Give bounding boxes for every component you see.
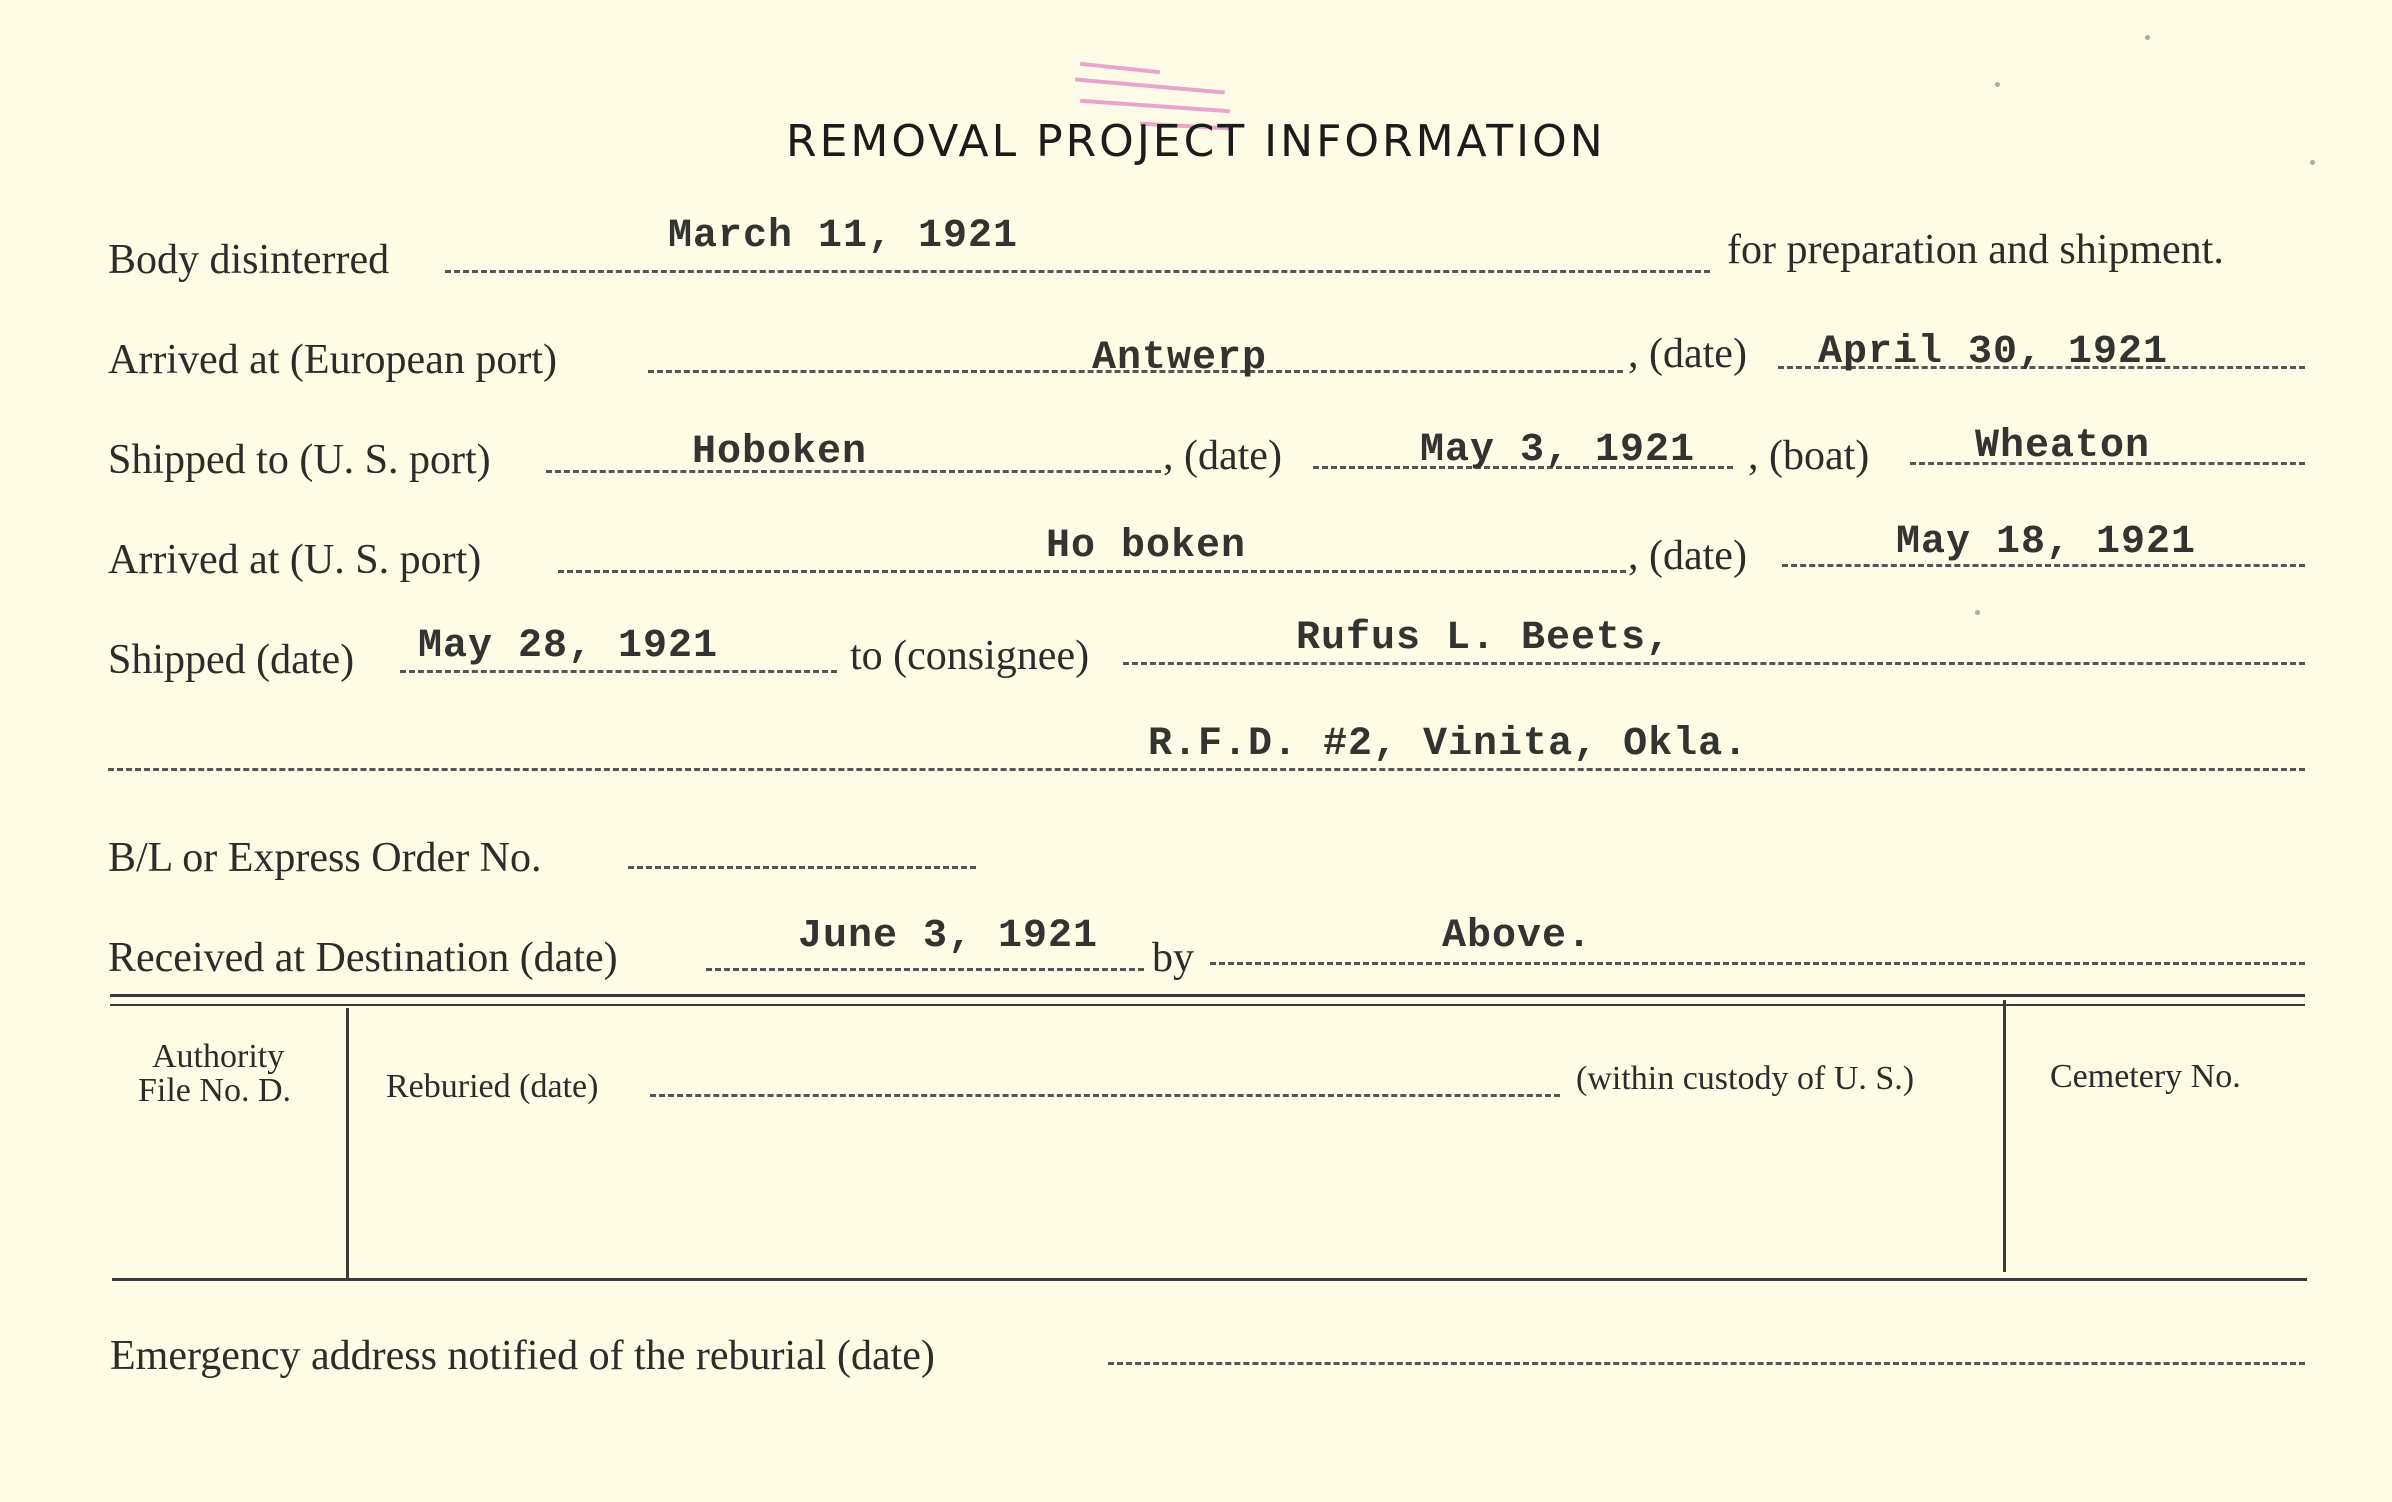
received-by-line	[1210, 962, 2305, 965]
paper-speck	[1975, 610, 1980, 615]
box-bottom-rule	[112, 1278, 2307, 1281]
shipped-us-boat-label: , (boat)	[1748, 433, 1870, 479]
shipped-us-port-value: Hoboken	[692, 430, 868, 475]
paper-speck	[2145, 35, 2150, 40]
bl-express-line	[628, 866, 976, 869]
cemetery-divider	[2003, 1000, 2006, 1272]
bl-express-label: B/L or Express Order No.	[108, 835, 542, 881]
consignee-label: to (consignee)	[850, 633, 1090, 679]
arrived-european-label: Arrived at (European port)	[108, 337, 557, 383]
box-top-rule-inner	[110, 1004, 2305, 1006]
authority-label-line2: File No. D.	[138, 1072, 291, 1109]
arrived-us-port-line	[558, 570, 1626, 573]
received-label: Received at Destination (date)	[108, 935, 618, 981]
preparation-suffix-label: for preparation and shipment.	[1727, 227, 2224, 273]
authority-label-line1: Authority	[152, 1038, 285, 1075]
ink-stamp-mark	[1075, 77, 1225, 94]
received-date-line	[706, 968, 1144, 971]
arrived-european-port-value: Antwerp	[1092, 336, 1268, 381]
received-date-value: June 3, 1921	[798, 914, 1099, 959]
box-top-rule	[110, 994, 2305, 997]
reburied-label: Reburied (date)	[386, 1068, 599, 1105]
shipped-date-line	[400, 670, 837, 673]
received-by-value: Above.	[1442, 914, 1593, 959]
emergency-line	[1108, 1362, 2305, 1365]
arrived-us-port-value: Ho boken	[1046, 524, 1247, 569]
custody-label: (within custody of U. S.)	[1576, 1060, 1915, 1097]
paper-speck	[1995, 82, 2000, 87]
consignee-line	[1123, 662, 2305, 665]
page-title: REMOVAL PROJECT INFORMATION	[786, 116, 1606, 167]
arrived-us-date-value: May 18, 1921	[1896, 520, 2197, 565]
arrived-european-date-value: April 30, 1921	[1818, 330, 2169, 375]
shipped-us-date-label: , (date)	[1163, 433, 1282, 479]
consignee-address-value: R.F.D. #2, Vinita, Okla.	[1148, 722, 1749, 767]
arrived-us-label: Arrived at (U. S. port)	[108, 537, 482, 583]
shipped-date-label: Shipped (date)	[108, 637, 355, 683]
authority-divider	[346, 1008, 349, 1280]
arrived-european-date-label: , (date)	[1628, 331, 1747, 377]
paper-speck	[2310, 160, 2315, 165]
ink-stamp-mark	[1080, 99, 1230, 113]
shipped-us-date-value: May 3, 1921	[1420, 428, 1696, 473]
body-disinterred-label: Body disinterred	[108, 237, 390, 283]
arrived-us-date-label: , (date)	[1628, 533, 1747, 579]
cemetery-no-label: Cemetery No.	[2050, 1058, 2241, 1095]
reburied-line	[650, 1094, 1560, 1097]
body-disinterred-line	[445, 270, 1710, 273]
body-disinterred-value: March 11, 1921	[668, 214, 1019, 259]
shipped-date-value: May 28, 1921	[418, 624, 719, 669]
emergency-label: Emergency address notified of the reburial (date)	[110, 1333, 935, 1379]
consignee-value: Rufus L. Beets,	[1296, 616, 1672, 661]
received-by-label: by	[1152, 935, 1194, 981]
ink-stamp-mark	[1080, 62, 1160, 74]
shipped-us-label: Shipped to (U. S. port)	[108, 437, 491, 483]
shipped-us-boat-value: Wheaton	[1975, 424, 2151, 469]
address-line	[108, 768, 2305, 771]
